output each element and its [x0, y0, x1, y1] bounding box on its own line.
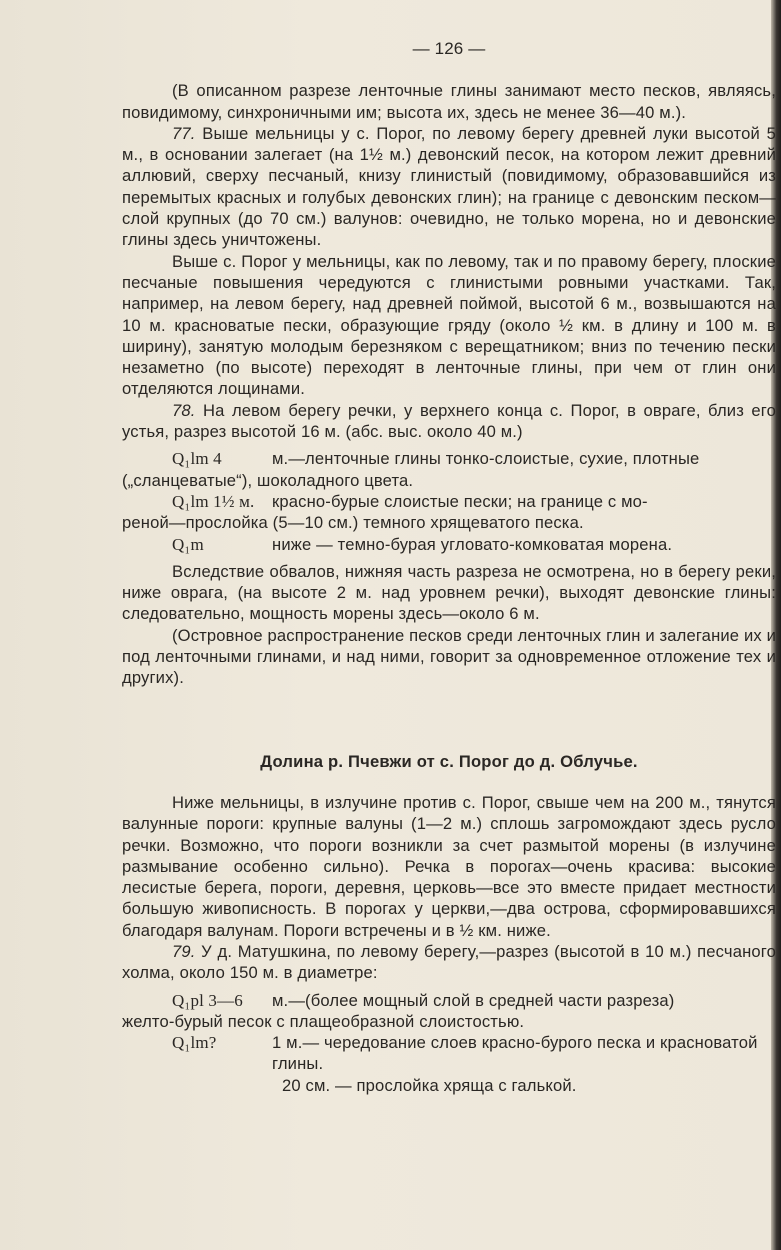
layer-code: Q₁lm 4 [172, 449, 222, 469]
section1-layer-2 [122, 491, 776, 512]
layer-desc-cont: реной—прослойка (5—10 см.) темного хрящеватого песка. [122, 513, 584, 533]
text-body [122, 38, 776, 1096]
item-number-78: 78. [172, 400, 196, 420]
layer-code: Q₁lm 1½ м. [172, 491, 255, 511]
paragraph-79-text: У д. Матушкина, по левому берегу,—разрез (высотой в 10 м.) песчаного холма, около 150 м. в диаметре: [122, 941, 777, 983]
paragraph-79 [122, 941, 776, 984]
paragraph-island: (Островное распространение песков среди ленточных глин и залегание их и под ленточными глинами, и над ними, говорит за одновременное отложение тех и других). [122, 625, 776, 688]
section1-layer-3 [122, 534, 776, 555]
layer-desc: 1 м.— чередование слоев красно-бурого песка и красноватой глины. [272, 1033, 758, 1074]
paragraph-77 [122, 123, 776, 251]
paragraph-77-text: Выше мельницы у с. Порог, по левому берегу древней луки высотой 5 м., в основании залегает (на 1½ м.) девонский песок, на котором лежит древний аллювий, сверху песчаный, книзу глинистый (повидимому, образовавшийся из перемытых красных и голубых девонских глин); на границе с девонским песком—слой крупных (до 70 см.) валунов: очевидно, не только морена, но и девонские глины здесь уничтожены. [122, 123, 777, 250]
last-layer-line: 20 см. — прослойка хряща с галькой. [282, 1075, 577, 1095]
layer-desc: м.—(более мощный слой в средней части разреза) [272, 990, 675, 1010]
paragraph-78 [122, 400, 776, 443]
page-number: — 126 — [412, 39, 486, 58]
section-heading: Долина р. Пчевжи от с. Порог до д. Облучье. [260, 751, 638, 771]
layer-desc-cont: желто-бурый песок с плащеобразной слоистостью. [122, 1011, 525, 1031]
section2-layer-1 [122, 990, 776, 1011]
layer-desc: ниже — темно-бурая угловато-комковатая морена. [272, 534, 673, 554]
section2-layer-2 [122, 1032, 776, 1075]
paragraph-intro: (В описанном разрезе ленточные глины занимают место песков, являясь, повидимому, синхроничными им; высота их, здесь не менее 36—40 м.). [122, 81, 776, 122]
section1-layer-1 [122, 448, 776, 469]
paragraph-collapse: Вследствие обвалов, нижняя часть разреза не осмотрена, но в берегу реки, ниже оврага, (на высоте 2 м. над уровнем речки), выходят девонские глины: следовательно, мощность морены здесь—около 6 м. [122, 561, 776, 624]
layer-desc-cont: („сланцеватые“), шоколадного цвета. [122, 470, 414, 490]
layer-desc: м.—ленточные глины тонко-слоистые, сухие, плотные [272, 449, 700, 469]
item-number-77: 77. [172, 123, 196, 143]
layer-code: Q₁lm? [172, 1033, 217, 1053]
item-number-79: 79. [172, 941, 196, 961]
paragraph-mill: Выше с. Порог у мельницы, как по левому, так и по правому берегу, плоские песчаные повышения чередуются с глинистыми ровными участками. Так, например, на левом берегу, над древней поймой, высотой 6 м., возвышаются на 10 м. красноватые пески, образующие гряду (около ½ км. в длину и 100 м. в ширину), занятую молодым березняком с верещатником; вниз по течению пески незаметно (по высоте) переходят в ленточные глины, при чем от глин они отделяются лощинами. [122, 251, 776, 399]
paragraph-rapids: Ниже мельницы, в излучине против с. Порог, свыше чем на 200 м., тянутся валунные пороги: крупные валуны (1—2 м.) сплошь загромождают здесь русло речки. Возможно, что пороги возникли за счет размытой морены (в излучине размывание особенно сильно). Речка в порогах—очень красива: высокие лесистые берега, пороги, деревня, церковь—все это вместе придает местности большую живописность. В порогах у церкви,—два острова, сформировавшихся благодаря валунам. Пороги встречены и в ½ км. ниже. [122, 792, 776, 940]
paragraph-78-text: На левом берегу речки, у верхнего конца с. Порог, в овраге, близ его устья, разрез высотой 16 м. (абс. выс. около 40 м.) [122, 400, 776, 442]
layer-desc: красно-бурые слоистые пески; на границе с мо- [272, 491, 648, 511]
layer-code: Q₁m [172, 534, 204, 554]
layer-code: Q₁pl 3—6 [172, 990, 243, 1010]
